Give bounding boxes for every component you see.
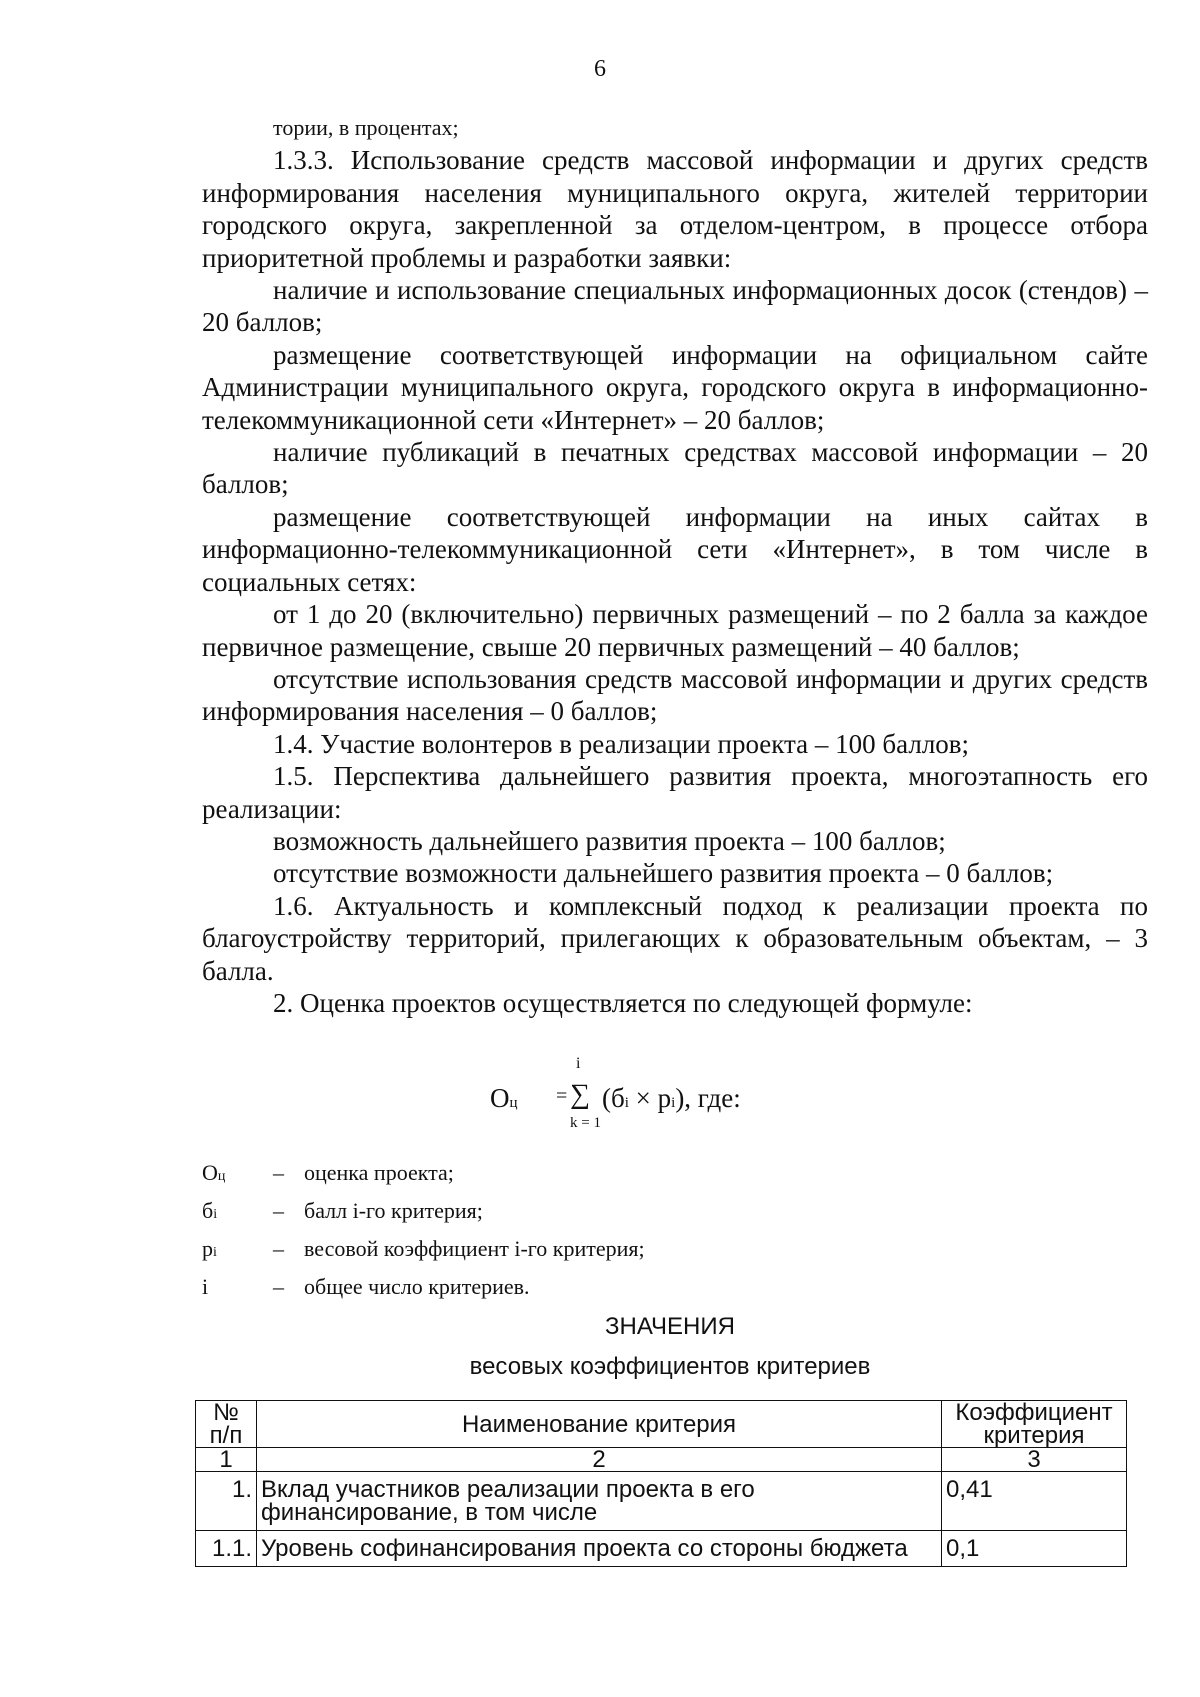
formula-legend	[202, 1160, 902, 1312]
criterion-name: Уровень софинансирования проекта со стороны бюджета	[257, 1531, 942, 1567]
column-number: 2	[257, 1448, 942, 1472]
criterion-coefficient: 0,1	[942, 1531, 1127, 1567]
criteria-weights-table	[195, 1400, 1127, 1567]
row-number: 1.	[196, 1472, 257, 1531]
formula-upper-limit: i	[576, 1055, 581, 1072]
paragraph: отсутствие использования средств массовой информации и других средств информирования населения – 0 баллов;	[202, 663, 1148, 727]
legend-description: оценка проекта;	[304, 1160, 454, 1185]
table-row	[196, 1472, 1127, 1531]
legend-item	[202, 1160, 902, 1198]
evaluation-formula	[490, 1055, 890, 1135]
legend-dash: –	[273, 1160, 284, 1185]
body-text	[202, 112, 1148, 1019]
criterion-coefficient: 0,41	[942, 1472, 1127, 1531]
paragraph: размещение соответствующей информации на официальном сайте Администрации муниципального округа, городского округа в информационно-телекоммуникационной сети «Интернет» – 20 баллов;	[202, 339, 1148, 435]
criterion-name: Вклад участников реализации проекта в его финансирование, в том числе	[257, 1472, 942, 1531]
header-coefficient: Коэффициент критерия	[942, 1401, 1127, 1448]
paragraph: наличие публикаций в печатных средствах массовой информации – 20 баллов;	[202, 437, 1148, 500]
paragraph: размещение соответствующей информации на иных сайтах в информационно-телекоммуникационной сети «Интернет», в том числе в социальных сетях:	[202, 501, 1148, 597]
paragraph: 1.4. Участие волонтеров в реализации проекта – 100 баллов;	[273, 728, 970, 759]
table-row	[196, 1531, 1127, 1567]
legend-item	[202, 1274, 902, 1312]
legend-description: весовой коэффициент i-го критерия;	[304, 1236, 645, 1261]
legend-item	[202, 1236, 902, 1274]
formula-lhs: Оц	[490, 1083, 518, 1113]
legend-dash: –	[273, 1198, 284, 1223]
page-number: 6	[594, 56, 606, 82]
paragraph: наличие и использование специальных информационных досок (стендов) – 20 баллов;	[202, 275, 1148, 338]
row-number: 1.1.	[196, 1531, 257, 1567]
paragraph: 1.6. Актуальность и комплексный подход к реализации проекта по благоустройству территорий, прилегающих к образовательным объектам, – 3 балла.	[202, 890, 1148, 986]
legend-symbol: бi	[202, 1198, 218, 1223]
sigma-symbol: ∑	[570, 1079, 590, 1110]
header-number: № п/п	[196, 1401, 257, 1448]
legend-description: балл i-го критерия;	[304, 1198, 483, 1223]
legend-dash: –	[273, 1236, 284, 1261]
legend-symbol: рi	[202, 1236, 217, 1261]
header-criterion-name: Наименование критерия	[257, 1401, 942, 1448]
paragraph: 2. Оценка проектов осуществляется по следующей формуле:	[273, 987, 973, 1018]
legend-item	[202, 1198, 902, 1236]
paragraph: от 1 до 20 (включительно) первичных размещений – по 2 балла за каждое первичное размещение, свыше 20 первичных размещений – 40 баллов;	[202, 599, 1148, 662]
paragraph: отсутствие возможности дальнейшего развития проекта – 0 баллов;	[273, 858, 1054, 889]
table-header-row	[196, 1401, 1127, 1448]
formula-rhs: (бi × рi), где:	[602, 1083, 741, 1113]
table-subtitle: весовых коэффициентов критериев	[469, 1353, 871, 1380]
formula-lower-limit: k = 1	[570, 1115, 601, 1131]
paragraph: 1.3.3. Использование средств массовой информации и других средств информирования населения муниципального округа, жителей территории городского округа, закрепленной за отделом-центром, в процессе отбора приоритетной проблемы и разработки заявки:	[202, 145, 1148, 273]
column-number: 1	[196, 1448, 257, 1472]
legend-dash: –	[273, 1274, 284, 1299]
column-number: 3	[942, 1448, 1127, 1472]
paragraph: тории, в процентах;	[273, 115, 459, 140]
column-number-row	[196, 1448, 1127, 1472]
paragraph: возможность дальнейшего развития проекта – 100 баллов;	[273, 825, 946, 856]
legend-symbol: Оц	[202, 1160, 226, 1185]
legend-description: общее число критериев.	[304, 1274, 530, 1299]
table-title: ЗНАЧЕНИЯ	[605, 1313, 735, 1340]
formula-equals: =	[556, 1085, 568, 1107]
legend-symbol: i	[202, 1274, 209, 1299]
paragraph: 1.5. Перспектива дальнейшего развития проекта, многоэтапность его реализации:	[202, 761, 1148, 824]
